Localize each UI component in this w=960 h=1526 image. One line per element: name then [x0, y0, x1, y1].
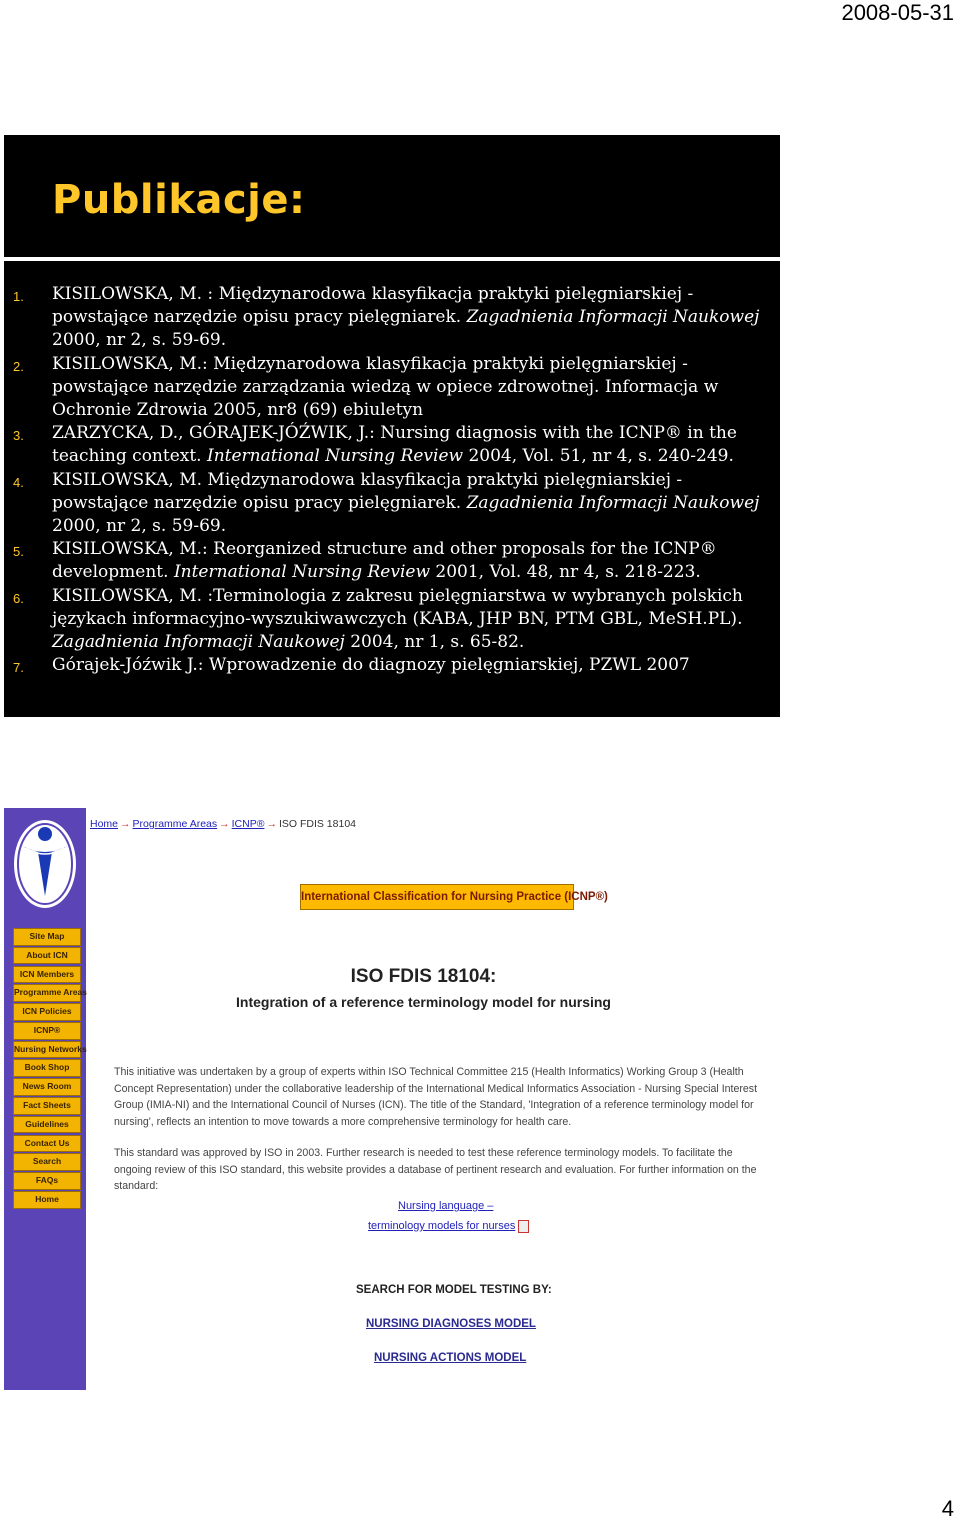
nav-item[interactable]: ICN Members — [13, 966, 81, 984]
nav-item[interactable]: Home — [13, 1191, 81, 1209]
title-band — [4, 135, 780, 261]
nav-item[interactable]: News Room — [13, 1078, 81, 1096]
publications-slide — [4, 135, 780, 717]
nav-item[interactable]: ICNP® — [13, 1022, 81, 1040]
publication-number: 3. — [13, 428, 24, 444]
publication-number: 2. — [13, 358, 24, 374]
nav-menu — [13, 928, 87, 1210]
icnp-banner: International Classification for Nursing Practice (ICNP®) — [300, 884, 574, 910]
citation-text: 2000, nr 2, s. 59-69. — [52, 516, 227, 537]
journal-title: Zagadnienia Informacji Naukowej — [466, 307, 760, 328]
publication-item — [4, 538, 774, 584]
breadcrumb-arrow-icon: → — [219, 818, 230, 830]
publication-list — [4, 283, 774, 677]
publication-number: 1. — [13, 289, 24, 304]
publication-item — [4, 283, 774, 353]
journal-title: International Nursing Review — [207, 446, 464, 467]
breadcrumb-arrow-icon: → — [120, 818, 131, 830]
publication-number: 7. — [13, 660, 24, 676]
citation-text: KISILOWSKA, M. Międzynarodowa klasyfikacja praktyki pielęgniarskiej - powstające narzędzie opisu pracy pielęgniarek. — [52, 469, 683, 513]
breadcrumb-item[interactable]: ICNP® — [231, 818, 265, 830]
page-number: 4 — [941, 1496, 954, 1521]
nav-item[interactable]: Fact Sheets — [13, 1097, 81, 1115]
citation-text: KISILOWSKA, M. : Międzynarodowa klasyfikacja praktyki pielęgniarskiej - powstające narzędzie opisu pracy pielęgniarek. — [52, 284, 694, 328]
nav-item[interactable]: Search — [13, 1153, 81, 1171]
nav-item[interactable]: Programme Areas — [13, 984, 81, 1002]
nav-item[interactable]: Nursing Networks — [13, 1041, 81, 1059]
breadcrumb-item: ISO FDIS 18104 — [278, 818, 357, 830]
citation-text: KISILOWSKA, M. :Terminologia z zakresu pielęgniarstwa w wybranych polskich językach informacyjno-wyszukiwawczych (KABA, JHP BN, PTM GBL, MeSH.PL). — [52, 585, 743, 629]
slide-title: Publikacje: — [52, 177, 306, 223]
publication-item — [4, 353, 774, 423]
sidebar — [4, 808, 86, 1390]
intro-paragraph: This initiative was undertaken by a group of experts within ISO Technical Committee 215 (Health Informatics) Working Group 3 (Health Concept Representation) under the collaborative leadership of the International Medical Informatics Association - Nursing Special Interest Group (IMIA-NI) and the International Council of Nurses (ICN). The title of the Standard, 'Integration of a reference terminology model for nursing', reflects an intention to move towards a more comprehensive terminology for health care. — [114, 1066, 758, 1128]
pdf-icon — [518, 1220, 529, 1233]
iso-title: ISO FDIS 18104: — [350, 966, 497, 987]
publication-number: 6. — [13, 590, 24, 606]
nav-item[interactable]: About ICN — [13, 947, 81, 965]
icn-website-screenshot — [4, 808, 761, 1390]
link-line-1[interactable]: Nursing language – — [398, 1200, 494, 1212]
nav-item[interactable]: FAQs — [13, 1172, 81, 1190]
publication-item — [4, 654, 774, 677]
breadcrumb-arrow-icon: → — [266, 818, 277, 830]
journal-title: Zagadnienia Informacji Naukowej — [466, 492, 760, 513]
publication-item — [4, 422, 774, 468]
page-date: 2008-05-31 — [841, 0, 954, 25]
breadcrumb-item[interactable]: Home — [90, 818, 119, 830]
citation-text: 2000, nr 2, s. 59-69. — [52, 330, 227, 351]
journal-title: International Nursing Review — [173, 562, 430, 583]
citation-text: ZARZYCKA, D., GÓRAJEK-JÓŹWIK, J.: Nursing diagnosis with the ICNP® in the teaching context. — [52, 423, 737, 467]
nav-item[interactable]: Contact Us — [13, 1135, 81, 1153]
nav-item[interactable]: Guidelines — [13, 1116, 81, 1134]
nursing-language-link[interactable] — [368, 1196, 529, 1236]
breadcrumb-item[interactable]: Programme Areas — [132, 818, 218, 830]
nav-item[interactable]: ICN Policies — [13, 1003, 81, 1021]
citation-text: 2004, Vol. 51, nr 4, s. 240-249. — [463, 446, 734, 467]
search-heading: SEARCH FOR MODEL TESTING BY: — [356, 1284, 552, 1296]
publication-number: 5. — [13, 544, 24, 560]
publication-number: 4. — [13, 474, 24, 490]
nav-item[interactable]: Site Map — [13, 928, 81, 946]
citation-text: KISILOWSKA, M.: Międzynarodowa klasyfikacja praktyki pielęgniarskiej - powstające narzędzie zarządzania wiedzą w opiece zdrowotnej. Informacja w Ochronie Zdrowia 2005, nr8 (69) ebiuletyn — [52, 353, 719, 421]
journal-title: Zagadnienia Informacji Naukowej — [52, 632, 345, 653]
approval-paragraph: This standard was approved by ISO in 2003. Further research is needed to test these reference terminology models. To facilitate the ongoing review of this ISO standard, this website provides a database of pertinent research and evaluation. For further information on the standard: — [114, 1147, 757, 1193]
link-line-2[interactable]: terminology models for nurses — [368, 1220, 516, 1232]
citation-text: KISILOWSKA, M.: Reorganized structure and other proposals for the ICNP® development. — [52, 539, 717, 583]
iso-subtitle: Integration of a reference terminology model for nursing — [236, 994, 611, 1010]
nav-item[interactable]: Book Shop — [13, 1059, 81, 1077]
nursing-actions-model-link[interactable]: NURSING ACTIONS MODEL — [374, 1352, 527, 1364]
breadcrumb — [90, 818, 356, 830]
publication-item — [4, 585, 774, 655]
citation-text: 2001, Vol. 48, nr 4, s. 218-223. — [430, 562, 701, 583]
citation-text: Górajek-Jóźwik J.: Wprowadzenie do diagnozy pielęgniarskiej, PZWL 2007 — [52, 655, 690, 676]
nursing-diagnoses-model-link[interactable]: NURSING DIAGNOSES MODEL — [366, 1318, 536, 1330]
citation-text: 2004, nr 1, s. 65-82. — [344, 632, 525, 653]
publication-item — [4, 469, 774, 539]
icn-logo-icon — [12, 816, 78, 912]
